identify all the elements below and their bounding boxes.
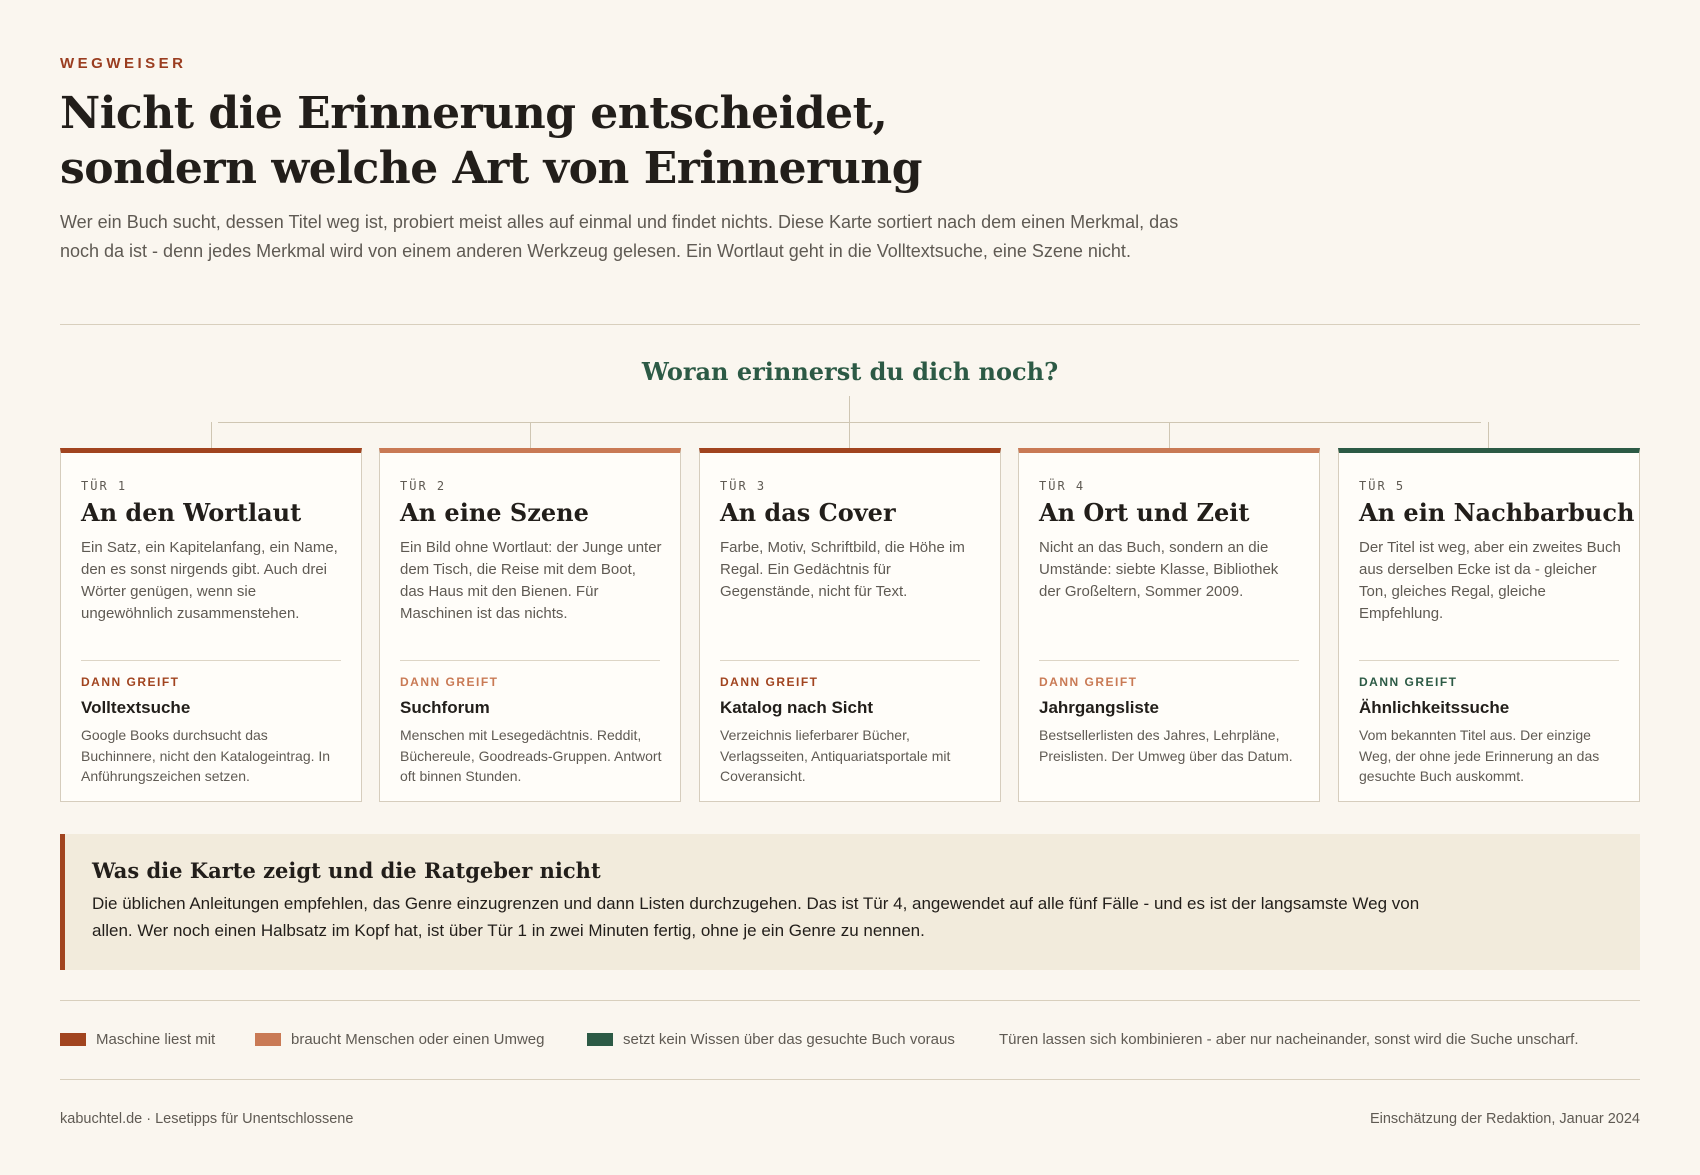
door-card-2 [379, 448, 681, 802]
door-title: An Ort und Zeit [1039, 498, 1250, 527]
then-label: DANN GREIFT [720, 675, 819, 689]
callout-text: Die üblichen Anleitungen empfehlen, das Genre einzugrenzen und dann Listen durchzugehen. Das ist Tür 4, angewendet auf alle fünf Fälle - und es ist der langsamste Weg von allen. Wer noch einen Halbsatz im Kopf hat, ist über Tür 1 in zwei Minuten fertig, ohne je ein Genre zu nennen. [92, 894, 1420, 940]
door-cards [60, 448, 1640, 802]
connector-trunk [849, 396, 850, 422]
footer-source: kabuchtel.de · Lesetipps für Unentschlossene [60, 1111, 354, 1127]
door-card-5 [1338, 448, 1640, 802]
connector-branch-5 [1488, 422, 1489, 450]
door-number: TÜR 2 [400, 479, 447, 493]
then-label: DANN GREIFT [400, 675, 499, 689]
card-divider [400, 660, 660, 661]
tool-name: Katalog nach Sicht [720, 698, 874, 717]
card-divider [81, 660, 341, 661]
door-description: Ein Bild ohne Wortlaut: der Junge unter dem Tisch, die Reise mit dem Boot, das Haus mit den Bienen. Für Maschinen ist das nichts. [400, 539, 662, 622]
door-card-4 [1018, 448, 1320, 802]
connector-tree [60, 396, 1640, 454]
legend [60, 1031, 1640, 1051]
connector-branch-3 [849, 422, 850, 450]
legend-label: setzt kein Wissen über das gesuchte Buch voraus [623, 1031, 955, 1048]
tool-name: Jahrgangsliste [1039, 698, 1159, 717]
then-label: DANN GREIFT [1039, 675, 1138, 689]
callout-box [60, 834, 1640, 970]
question-heading: Woran erinnerst du dich noch? [641, 357, 1059, 386]
legend-label: Maschine liest mit [96, 1031, 216, 1048]
door-description: Der Titel ist weg, aber ein zweites Buch aus derselben Ecke ist da - gleicher Ton, gleiches Regal, gleiche Empfehlung. [1359, 539, 1621, 622]
connector-branch-1 [211, 422, 212, 450]
tool-name: Ähnlichkeitssuche [1359, 698, 1510, 717]
legend-note: Türen lassen sich kombinieren - aber nur nacheinander, sonst wird die Suche unscharf. [999, 1031, 1579, 1048]
door-card-1 [60, 448, 362, 802]
legend-item-human [255, 1031, 544, 1048]
door-title: An den Wortlaut [81, 498, 302, 527]
tool-description: Bestsellerlisten des Jahres, Lehrpläne, Preislisten. Der Umweg über das Datum. [1039, 727, 1293, 764]
legend-swatch-no-knowledge [587, 1033, 613, 1046]
card-divider [720, 660, 980, 661]
kicker-label: WEGWEISER [60, 55, 187, 72]
tool-description: Google Books durchsucht das Buchinnere, nicht den Katalogeintrag. In Anführungszeichen setzen. [81, 727, 331, 784]
then-label: DANN GREIFT [81, 675, 180, 689]
legend-swatch-machine [60, 1033, 86, 1046]
door-card-3 [699, 448, 1001, 802]
legend-label: braucht Menschen oder einen Umweg [291, 1031, 545, 1048]
door-number: TÜR 4 [1039, 479, 1086, 493]
tool-description: Vom bekannten Titel aus. Der einzige Weg, der ohne jede Erinnerung an das gesuchte Buch auskommt. [1359, 727, 1600, 784]
page-title-line-1: Nicht die Erinnerung entscheidet, [60, 88, 888, 139]
divider [60, 324, 1640, 325]
page-title [60, 86, 922, 196]
guide-page [60, 0, 1640, 1175]
intro-text: Wer ein Buch sucht, dessen Titel weg ist, probiert meist alles auf einmal und findet nichts. Diese Karte sortiert nach dem einen Merkmal, das noch da ist - denn jedes Merkmal wird von einem anderen Werkzeug gelesen. Ein Wortlaut geht in die Volltextsuche, eine Szene nicht. [60, 212, 1179, 261]
door-title: An eine Szene [400, 498, 589, 527]
door-title: An ein Nachbarbuch [1359, 498, 1635, 527]
card-divider [1359, 660, 1619, 661]
legend-swatch-human [255, 1033, 281, 1046]
tool-description: Verzeichnis lieferbarer Bücher, Verlagsseiten, Antiquariatsportale mit Coveransicht. [720, 727, 951, 784]
tool-name: Suchforum [400, 698, 490, 717]
door-description: Ein Satz, ein Kapitelanfang, ein Name, den es sonst nirgends gibt. Auch drei Wörter genügen, wenn sie ungewöhnlich zusammenstehen. [81, 539, 338, 622]
legend-item-no-knowledge [587, 1031, 955, 1048]
callout-title: Was die Karte zeigt und die Ratgeber nicht [92, 858, 601, 883]
card-divider [1039, 660, 1299, 661]
page-title-line-2: sondern welche Art von Erinnerung [60, 143, 923, 194]
footer-date: Einschätzung der Redaktion, Januar 2024 [1369, 1111, 1640, 1127]
door-number: TÜR 5 [1359, 479, 1406, 493]
tool-description: Menschen mit Lesegedächtnis. Reddit, Büchereule, Goodreads-Gruppen. Antwort oft binnen Stunden. [400, 727, 662, 784]
divider [60, 1079, 1640, 1080]
connector-branch-2 [530, 422, 531, 450]
divider [60, 1000, 1640, 1001]
then-label: DANN GREIFT [1359, 675, 1458, 689]
door-description: Farbe, Motiv, Schriftbild, die Höhe im Regal. Ein Gedächtnis für Gegenstände, nicht für Text. [720, 539, 965, 600]
tool-name: Volltextsuche [81, 698, 191, 717]
connector-branch-4 [1169, 422, 1170, 450]
door-number: TÜR 1 [81, 479, 128, 493]
door-number: TÜR 3 [720, 479, 767, 493]
door-description: Nicht an das Buch, sondern an die Umstände: siebte Klasse, Bibliothek der Großeltern, Sommer 2009. [1039, 539, 1279, 600]
legend-item-machine [60, 1031, 215, 1048]
door-title: An das Cover [720, 498, 896, 527]
